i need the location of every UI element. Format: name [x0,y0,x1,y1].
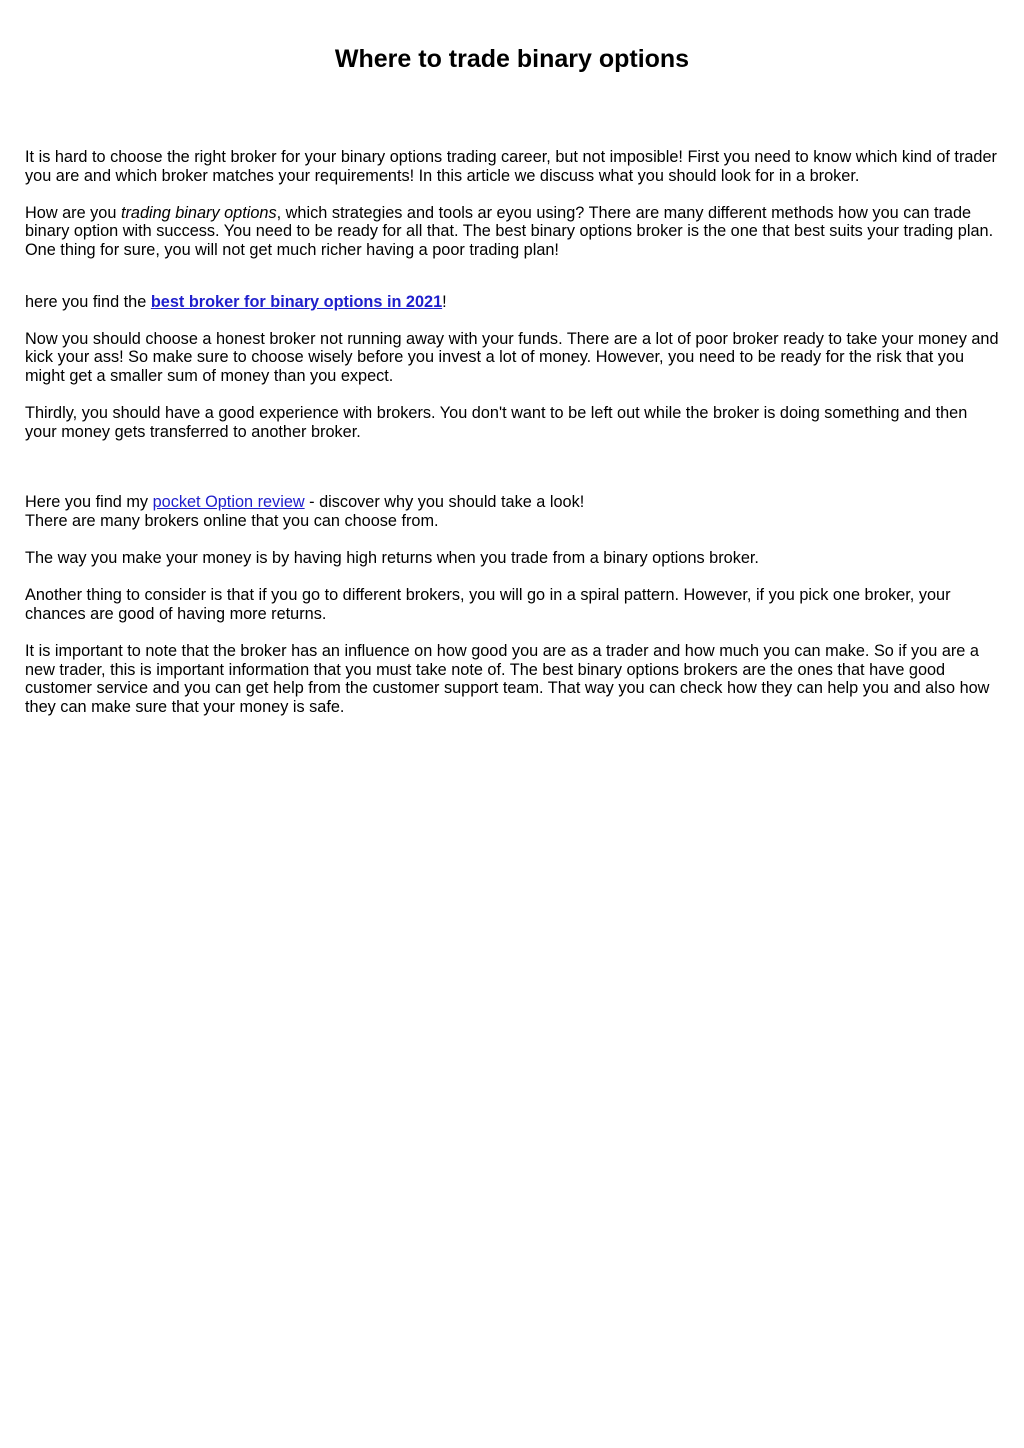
pocket-option-review-link[interactable]: pocket Option review [152,493,305,512]
paragraph-text: , which strategies and tools ar eyou using? There are many different methods how you can trade binary option with success. You need to be ready for all that. The best binary options broker is the one that best suits your trading plan. One thing for sure, you will not get much richer having a poor trading plan! [25,203,994,259]
emphasis-text: trading binary options [120,203,277,222]
best-broker-link[interactable]: best broker for binary options in 2021 [150,292,443,311]
paragraph-text: Here you find my [25,493,153,512]
paragraph-best-broker [25,293,1003,312]
paragraph-text: - discover why you should take a look! [304,493,585,512]
paragraph-text: here you find the [25,292,151,311]
article-body [25,148,1003,716]
paragraph-intro: It is hard to choose the right broker for your binary options trading career, but not imposible! First you need to know which kind of trader you are and which broker matches your requirements! In this article we discuss what you should look for in a broker. [25,148,997,185]
paragraph-honest-broker: Now you should choose a honest broker not running away with your funds. There are a lot of poor broker ready to take your money and kick your ass! So make sure to choose wisely before you invest a lot of money. However, you need to be ready for the risk that you might get a smaller sum of money than you expect. [25,329,999,385]
paragraph-experience: Thirdly, you should have a good experience with brokers. You don't want to be left out while the broker is doing something and then your money gets transferred to another broker. [25,404,968,441]
page-title: Where to trade binary options [334,45,690,73]
paragraph-spiral: Another thing to consider is that if you go to different brokers, you will go in a spiral pattern. However, if you pick one broker, your chances are good of having more returns. [25,586,951,623]
paragraph-influence: It is important to note that the broker has an influence on how good you are as a trader and how much you can make. So if you are a new trader, this is important information that you must take note of. The best binary options brokers are the ones that have good customer service and you can get help from the customer support team. That way you can check how they can help you and also how they can make sure that your money is safe. [25,642,990,716]
paragraph-text: ! [442,292,447,311]
paragraph-text: How are you [25,203,121,222]
paragraph-returns: The way you make your money is by having high returns when you trade from a binary options broker. [25,549,759,568]
paragraph-review [25,493,1003,530]
paragraph-trading-methods [25,204,1003,260]
paragraph-text: There are many brokers online that you can choose from. [25,511,439,530]
